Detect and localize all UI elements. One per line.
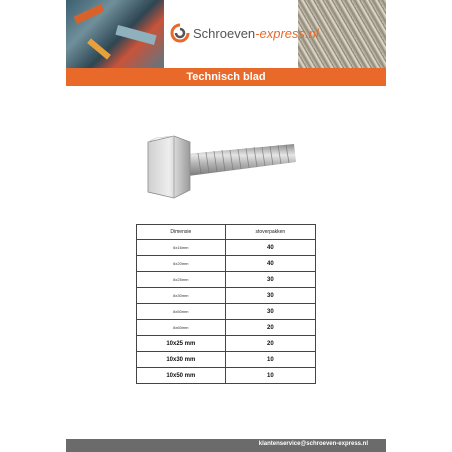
quantity-cell: 30: [225, 304, 315, 320]
page-title: Technisch blad: [186, 71, 266, 83]
brand-name-accent: -express.nl: [255, 25, 319, 41]
quantity-cell: 30: [225, 272, 315, 288]
column-header-dimension: Dimensie: [137, 225, 226, 240]
dimension-cell: 8x50mm: [137, 304, 226, 320]
brand-name-main: Schroeven: [193, 25, 256, 41]
quantity-cell: 30: [225, 288, 315, 304]
quantity-cell: 40: [225, 240, 315, 256]
tools-photo: [66, 0, 164, 68]
table-header-row: [137, 225, 316, 240]
dimension-cell: 8x30mm: [137, 288, 226, 304]
header-banner: [66, 0, 386, 68]
spiral-logo-icon: [170, 23, 190, 43]
quantity-cell: 10: [225, 368, 315, 384]
table-row: [137, 320, 316, 336]
quantity-cell: 40: [225, 256, 315, 272]
quantity-cell: 10: [225, 352, 315, 368]
table-row: [137, 336, 316, 352]
spec-table: [136, 224, 316, 384]
dimension-cell: 10x50 mm: [137, 368, 226, 384]
column-header-quantity: stoverpakken: [225, 225, 315, 240]
dimension-cell: 8x25mm: [137, 272, 226, 288]
table-row: [137, 240, 316, 256]
technical-sheet: [66, 0, 386, 452]
quantity-cell: 20: [225, 336, 315, 352]
table-row: [137, 368, 316, 384]
dimension-cell: 6x16mm: [137, 240, 226, 256]
table-row: [137, 304, 316, 320]
dimension-cell: 10x25 mm: [137, 336, 226, 352]
brand-name: [193, 26, 319, 41]
table-row: [137, 272, 316, 288]
title-bar: [66, 68, 386, 86]
dimension-cell: 8x60mm: [137, 320, 226, 336]
table-row: [137, 288, 316, 304]
brand-logo[interactable]: [170, 22, 319, 44]
footer-email-link[interactable]: klantenservice@schroeven-express.nl: [258, 441, 368, 447]
table-row: [137, 256, 316, 272]
quantity-cell: 20: [225, 320, 315, 336]
footer-bar: [66, 439, 386, 452]
dimension-cell: 6x20mm: [137, 256, 226, 272]
hex-bolt-image: [146, 128, 296, 204]
table-row: [137, 352, 316, 368]
dimension-cell: 10x30 mm: [137, 352, 226, 368]
